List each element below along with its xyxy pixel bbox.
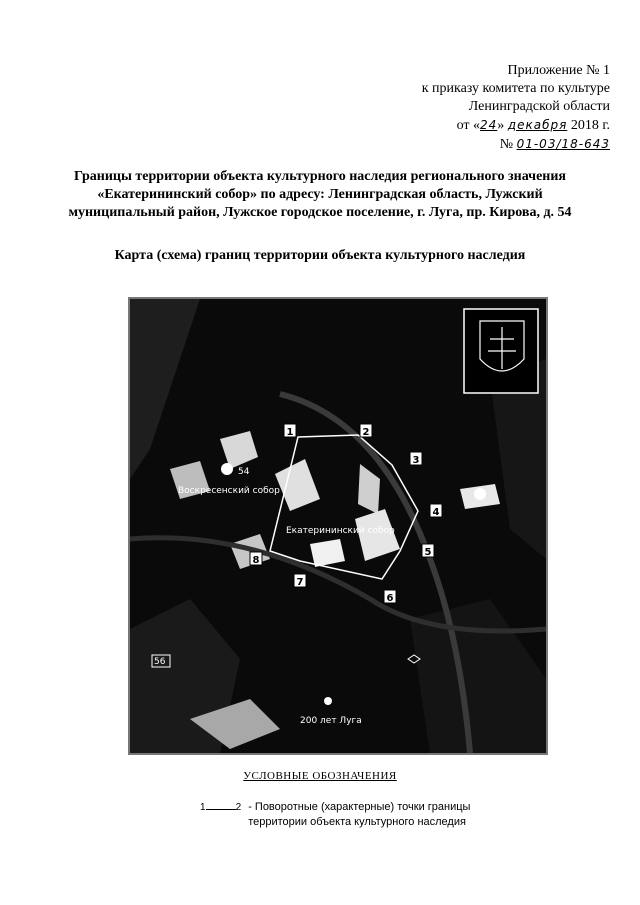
boundary-point-8: 8 bbox=[252, 555, 260, 566]
boundary-point-4: 4 bbox=[432, 507, 440, 518]
label-ekat: Екатерининский собор bbox=[286, 526, 395, 536]
legend-item bbox=[200, 800, 470, 830]
legend-title: УСЛОВНЫЕ ОБОЗНАЧЕНИЯ bbox=[243, 770, 397, 782]
date-year: 2018 г. bbox=[570, 118, 610, 133]
boundary-point-3: 3 bbox=[412, 455, 420, 466]
order-number: 01-03/18-643 bbox=[516, 137, 610, 151]
map-subtitle: Карта (схема) границ территории объекта культурного наследия bbox=[114, 248, 526, 263]
date-day: 24 bbox=[480, 118, 498, 132]
marker-54 bbox=[221, 463, 233, 475]
date-month: декабря bbox=[507, 118, 568, 132]
appendix-header bbox=[422, 62, 610, 154]
map-svg bbox=[130, 299, 546, 753]
appendix-date: от «24» декабря 2018 г. bbox=[456, 118, 610, 133]
legend-line-sample: 1 2 bbox=[200, 802, 242, 813]
boundary-point-6: 6 bbox=[386, 593, 394, 604]
title-line3: муниципальный район, Лужское городское поселение, г. Луга, пр. Кирова, д. 54 bbox=[68, 205, 572, 220]
document-title bbox=[40, 168, 600, 222]
legend-text2: территории объекта культурного наследия bbox=[248, 816, 466, 828]
boundary-point-2: 2 bbox=[362, 427, 370, 438]
appendix-line3: Ленинградской области bbox=[468, 99, 610, 114]
label-56: 56 bbox=[154, 657, 166, 667]
appendix-number: № 01-03/18-643 bbox=[499, 137, 610, 152]
boundary-point-7: 7 bbox=[296, 577, 304, 588]
legend-text1: - Поворотные (характерные) точки границы bbox=[248, 801, 471, 813]
boundary-map bbox=[128, 297, 548, 755]
appendix-line1: Приложение № 1 bbox=[507, 63, 610, 78]
appendix-line2: к приказу комитета по культуре bbox=[421, 81, 610, 96]
label-voskr: Воскресенский собор bbox=[178, 486, 280, 496]
label-bottom: 200 лет Луга bbox=[300, 716, 362, 726]
label-54: 54 bbox=[238, 467, 250, 477]
title-line2: «Екатерининский собор» по адресу: Ленинградская область, Лужский bbox=[97, 187, 543, 202]
boundary-point-5: 5 bbox=[424, 547, 432, 558]
boundary-point-1: 1 bbox=[286, 427, 294, 438]
title-line1: Границы территории объекта культурного наследия регионального значения bbox=[73, 169, 566, 184]
